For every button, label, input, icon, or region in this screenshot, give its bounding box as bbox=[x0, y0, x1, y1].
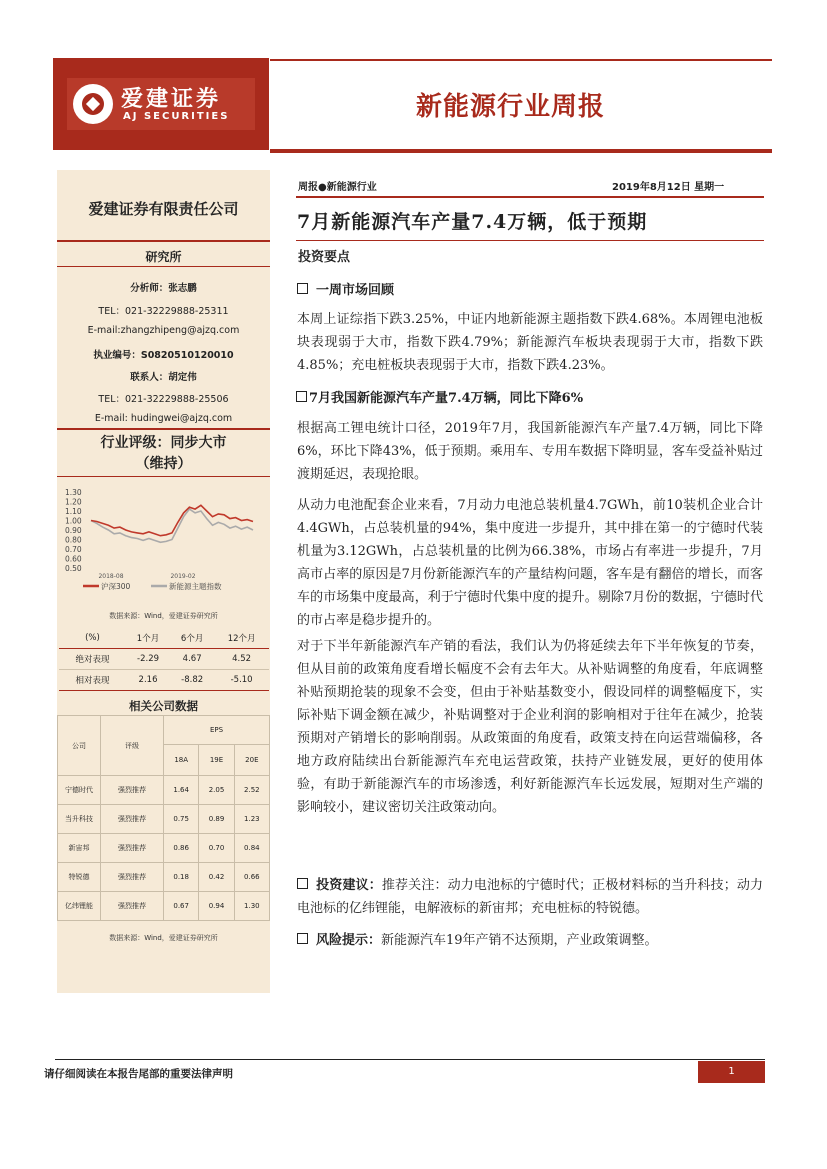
contact-email[interactable]: E-mail: hudingwei@ajzq.com bbox=[94, 413, 233, 424]
table-row bbox=[58, 834, 270, 863]
rel-eps: 0.94 bbox=[199, 892, 234, 921]
x-tick-label: 2019-02 bbox=[170, 573, 196, 580]
rel-year: 19E bbox=[199, 745, 234, 776]
divider bbox=[57, 240, 270, 242]
advice-text: 推荐关注：动力电池标的宁德时代；正极材料标的当升科技；动力电池标的亿纬锂能，电解液标的新宙邦；充电桩标的特锐德。 bbox=[297, 878, 763, 916]
y-tick-label: 0.80 bbox=[65, 535, 82, 545]
analyst-email[interactable]: E-mail:zhangzhipeng@ajzq.com bbox=[87, 325, 240, 336]
investment-points-heading: 投资要点 bbox=[298, 250, 351, 265]
y-tick-label: 1.00 bbox=[65, 516, 82, 526]
divider bbox=[57, 428, 270, 430]
y-tick-label: 0.70 bbox=[65, 545, 82, 554]
header-rule-bottom bbox=[270, 149, 772, 153]
checkbox-icon bbox=[296, 391, 307, 402]
section-title: 一周市场回顾 bbox=[316, 283, 395, 298]
investment-advice bbox=[297, 874, 763, 920]
rel-rating: 强烈推荐 bbox=[101, 805, 164, 834]
logo-mark-icon bbox=[73, 84, 113, 124]
risk-warning bbox=[297, 929, 763, 952]
rel-company: 新宙邦 bbox=[58, 834, 101, 863]
perf-row-label: 相对表现 bbox=[59, 670, 126, 691]
rel-col-company: 公司 bbox=[58, 716, 101, 776]
rel-year: 20E bbox=[234, 745, 269, 776]
perf-cell: -2.29 bbox=[126, 649, 170, 670]
related-companies-title: 相关公司数据 bbox=[129, 699, 198, 713]
section-paragraph: 本周上证综指下跌3.25%，中证内地新能源主题指数下跌4.68%。本周锂电池板块表现弱于大市，指数下跌4.79%；新能源汽车板块表现弱于大市，指数下跌4.85%；充电桩板块表现弱于大市，指数下跌4.23%。 bbox=[297, 312, 763, 373]
rel-eps: 0.67 bbox=[164, 892, 199, 921]
industry-rating: 行业评级：同步大市 bbox=[100, 435, 227, 451]
report-type-title: 新能源行业周报 bbox=[416, 92, 606, 122]
table-row bbox=[58, 863, 270, 892]
rating-status: （维持） bbox=[135, 456, 192, 472]
rel-rating: 强烈推荐 bbox=[101, 776, 164, 805]
rel-col-rating: 评级 bbox=[101, 716, 164, 776]
series-line bbox=[91, 509, 253, 542]
perf-header: (%) bbox=[59, 628, 126, 649]
rel-eps: 2.52 bbox=[234, 776, 269, 805]
rel-eps: 0.70 bbox=[199, 834, 234, 863]
checkbox-icon bbox=[297, 878, 308, 889]
divider bbox=[57, 266, 270, 267]
company-name: 爱建证券有限责任公司 bbox=[88, 200, 239, 218]
rel-col-eps: EPS bbox=[164, 716, 270, 745]
department: 研究所 bbox=[145, 250, 182, 264]
legend-label: 新能源主题指数 bbox=[169, 582, 222, 591]
checkbox-icon bbox=[297, 283, 308, 294]
divider bbox=[57, 476, 270, 477]
risk-label: 风险提示： bbox=[316, 933, 382, 948]
rel-year: 18A bbox=[164, 745, 199, 776]
contact-name: 联系人：胡定伟 bbox=[130, 372, 197, 383]
legal-disclaimer: 请仔细阅读在本报告尾部的重要法律声明 bbox=[44, 1068, 233, 1080]
analyst-name: 分析师：张志鹏 bbox=[130, 283, 197, 294]
rel-company: 亿纬锂能 bbox=[58, 892, 101, 921]
perf-header: 6个月 bbox=[170, 628, 214, 649]
table-row bbox=[58, 776, 270, 805]
rel-eps: 0.86 bbox=[164, 834, 199, 863]
section-paragraph: 对于下半年新能源汽车产销的看法，我们认为仍将延续去年下半年恢复的节奏，但从目前的政策角度看增长幅度不会有去年大。从补贴调整的角度看，年底调整补贴预期抢装的现象不会变，但由于补贴基数变小，假设同样的调整幅度下，实际补贴下调金额在减少，补贴调整对于企业利润的影响相对于往年在减少，抢装预期对产销增长的影响削弱。从政策面的角度看，政策支持在向运营端偏移，各地方政府陆续出台新能源汽车充电运营政策，扶持产业链发展，更好的使用体验，有助于新能源汽车的市场渗透，利好新能源汽车长远发展，短期对生产端的影响较小，建议密切关注政策动向。 bbox=[297, 639, 763, 815]
section-heading bbox=[297, 279, 394, 298]
footer-rule bbox=[55, 1059, 765, 1060]
table-row bbox=[58, 805, 270, 834]
index-chart bbox=[57, 482, 270, 608]
perf-cell: 4.67 bbox=[170, 649, 214, 670]
related-source: 数据来源：Wind，爱建证券研究所 bbox=[109, 934, 218, 942]
page-number: 1 bbox=[698, 1061, 765, 1083]
rel-rating: 强烈推荐 bbox=[101, 834, 164, 863]
section-title: 7月我国新能源汽车产量7.4万辆，同比下降6% bbox=[309, 391, 584, 406]
rel-rating: 强烈推荐 bbox=[101, 863, 164, 892]
chart-source: 数据来源：Wind，爱建证券研究所 bbox=[109, 612, 218, 620]
y-tick-label: 0.50 bbox=[65, 564, 82, 573]
y-tick-label: 1.20 bbox=[65, 497, 82, 507]
series-line bbox=[91, 505, 253, 535]
analyst-tel: TEL：021-32229888-25311 bbox=[98, 306, 229, 317]
section-paragraph: 从动力电池配套企业来看，7月动力电池总装机量4.7GWh，前10装机企业合计4.4GWh，占总装机量的94%，集中度进一步提升，其中排在第一的宁德时代装机量为3.12GWh，占总装机量的比例为66.38%，市场占有率进一步提升，7月高市占率的原因是7月份新能源汽车的产量结构问题，客车是有翻倍的增长，而客车的市场集中度最高，利于宁德时代集中度的提升。剔除7月份的数据，宁德时代的市占率是稳步提升的。 bbox=[297, 498, 763, 628]
divider bbox=[296, 196, 764, 198]
page-title: 7月新能源汽车产量7.4万辆，低于预期 bbox=[297, 211, 648, 233]
rel-company: 特锐德 bbox=[58, 863, 101, 892]
rel-company: 当升科技 bbox=[58, 805, 101, 834]
logo-en: AJ SECURITIES bbox=[123, 111, 230, 122]
license-number: 执业编号：S0820510120010 bbox=[93, 350, 234, 361]
perf-row-label: 绝对表现 bbox=[59, 649, 126, 670]
y-tick-label: 0.60 bbox=[65, 554, 82, 564]
risk-text: 新能源汽车19年产销不达预期，产业政策调整。 bbox=[381, 933, 658, 948]
x-tick-label: 2018-08 bbox=[98, 573, 124, 580]
rel-rating: 强烈推荐 bbox=[101, 892, 164, 921]
advice-label: 投资建议： bbox=[316, 878, 382, 893]
related-companies-table bbox=[57, 715, 270, 921]
checkbox-icon bbox=[297, 933, 308, 944]
perf-cell: -5.10 bbox=[214, 670, 269, 691]
table-row bbox=[58, 892, 270, 921]
y-tick-label: 1.10 bbox=[65, 507, 82, 516]
rel-eps: 0.42 bbox=[199, 863, 234, 892]
rel-eps: 1.23 bbox=[234, 805, 269, 834]
divider bbox=[296, 240, 764, 241]
performance-table bbox=[59, 628, 269, 691]
perf-header: 12个月 bbox=[214, 628, 269, 649]
rel-eps: 1.30 bbox=[234, 892, 269, 921]
logo bbox=[53, 58, 269, 150]
rel-eps: 0.66 bbox=[234, 863, 269, 892]
y-tick-label: 0.90 bbox=[65, 526, 82, 535]
rel-eps: 0.84 bbox=[234, 834, 269, 863]
y-tick-label: 1.30 bbox=[65, 488, 82, 497]
report-date: 2019年8月12日 星期一 bbox=[612, 182, 725, 193]
report-category: 周报●新能源行业 bbox=[298, 182, 377, 193]
rel-company: 宁德时代 bbox=[58, 776, 101, 805]
rel-eps: 0.89 bbox=[199, 805, 234, 834]
legend-label: 沪深300 bbox=[101, 582, 131, 591]
header-rule bbox=[270, 59, 772, 61]
section-paragraph: 根据高工锂电统计口径，2019年7月，我国新能源汽车产量7.4万辆，同比下降6%，环比下降43%，低于预期。乘用车、专用车数据下降明显，客车受益补贴过渡期延迟，表现抢眼。 bbox=[297, 421, 763, 482]
contact-tel: TEL：021-32229888-25506 bbox=[98, 394, 229, 405]
rel-eps: 1.64 bbox=[164, 776, 199, 805]
perf-header: 1个月 bbox=[126, 628, 170, 649]
section-heading bbox=[296, 387, 583, 406]
perf-cell: 2.16 bbox=[126, 670, 170, 691]
rel-eps: 2.05 bbox=[199, 776, 234, 805]
rel-eps: 0.75 bbox=[164, 805, 199, 834]
sidebar bbox=[57, 170, 270, 993]
rel-eps: 0.18 bbox=[164, 863, 199, 892]
logo-cn: 爱建证券 bbox=[121, 86, 222, 112]
perf-cell: -8.82 bbox=[170, 670, 214, 691]
perf-cell: 4.52 bbox=[214, 649, 269, 670]
